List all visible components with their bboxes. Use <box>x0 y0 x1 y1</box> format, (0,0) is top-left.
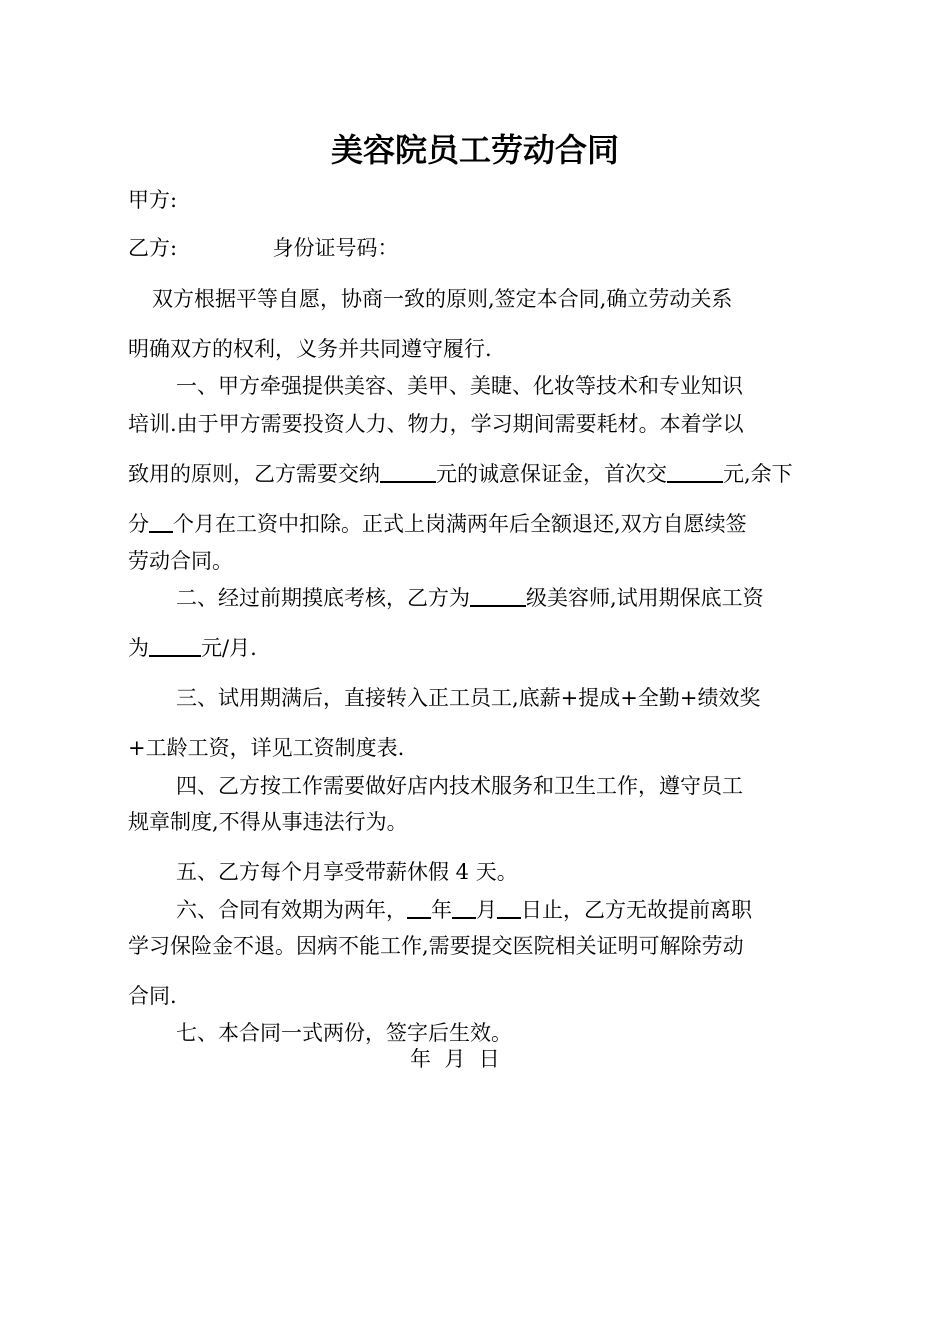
clause-1-line-3 <box>128 460 793 488</box>
clause-7-line: 七、本合同一式两份，签字后生效。 <box>176 1021 512 1045</box>
clause-6-line-3: 合同. <box>128 984 177 1008</box>
party-a-label: 甲方: <box>128 188 178 212</box>
clause-1-text-e: 个月在工资中扣除。正式上岗满两年后全额退还,双方自愿续签 <box>173 512 747 536</box>
clause-1-text-d: 分 <box>128 512 149 536</box>
intro-line-1: 双方根据平等自愿，协商一致的原则,签定本合同,确立劳动关系 <box>152 287 733 311</box>
clause-2-text-d: 元/月. <box>201 636 257 660</box>
clause-3-line-1: 三、试用期满后，直接转入正工员工,底薪+提成+全勤+绩效奖 <box>176 686 761 710</box>
clause-1-line-4 <box>128 510 747 538</box>
clause-4-line-2: 规章制度,不得从事违法行为。 <box>128 810 408 834</box>
months-blank <box>149 511 173 533</box>
month-blank <box>452 897 476 919</box>
signature-date: 年 月 日 <box>410 1047 500 1071</box>
party-a-line <box>128 186 177 214</box>
first-payment-blank <box>667 461 723 483</box>
clause-2-text-c: 为 <box>128 636 149 660</box>
party-b-line <box>128 234 398 262</box>
party-b-label: 乙方: <box>128 236 178 260</box>
clause-6-text-b: 日止，乙方无故提前离职 <box>521 898 752 922</box>
clause-5-line: 五、乙方每个月享受带薪休假 4 天。 <box>176 860 518 884</box>
year-blank <box>407 897 431 919</box>
level-blank <box>470 585 526 607</box>
document-title: 美容院员工劳动合同 <box>330 131 619 169</box>
clause-6-line-1 <box>176 896 752 924</box>
clause-6-text-a: 六、合同有效期为两年， <box>176 898 407 922</box>
clause-6-year-label: 年 <box>431 898 452 922</box>
clause-6-month-label: 月 <box>476 898 497 922</box>
clause-4-line-1: 四、乙方按工作需要做好店内技术服务和卫生工作，遵守员工 <box>176 774 743 798</box>
day-blank <box>497 897 521 919</box>
clause-1-line-5: 劳动合同。 <box>128 549 233 573</box>
clause-2-text-b: 级美容师,试用期保底工资 <box>526 586 764 610</box>
id-number-label: 身份证号码： <box>272 236 399 260</box>
clause-2-text-a: 二、经过前期摸底考核，乙方为 <box>176 586 470 610</box>
clause-1-text-b: 元的诚意保证金，首次交 <box>436 462 667 486</box>
clause-1-line-2: 培训.由于甲方需要投资人力、物力，学习期间需要耗材。本着学以 <box>128 412 744 436</box>
clause-1-text-a: 致用的原则，乙方需要交纳 <box>128 462 380 486</box>
clause-1-text-c: 元,余下 <box>723 462 793 486</box>
clause-2-line-2 <box>128 634 257 662</box>
clause-2-line-1 <box>176 584 764 612</box>
clause-3-line-2: +工龄工资，详见工资制度表. <box>128 736 405 760</box>
base-salary-blank <box>149 635 201 657</box>
deposit-amount-blank <box>380 461 436 483</box>
clause-1-line-1: 一、甲方牵强提供美容、美甲、美睫、化妆等技术和专业知识 <box>176 374 743 398</box>
clause-6-line-2: 学习保险金不退。因病不能工作,需要提交医院相关证明可解除劳动 <box>128 934 744 958</box>
intro-line-2: 明确双方的权利，义务并共同遵守履行. <box>128 337 492 361</box>
